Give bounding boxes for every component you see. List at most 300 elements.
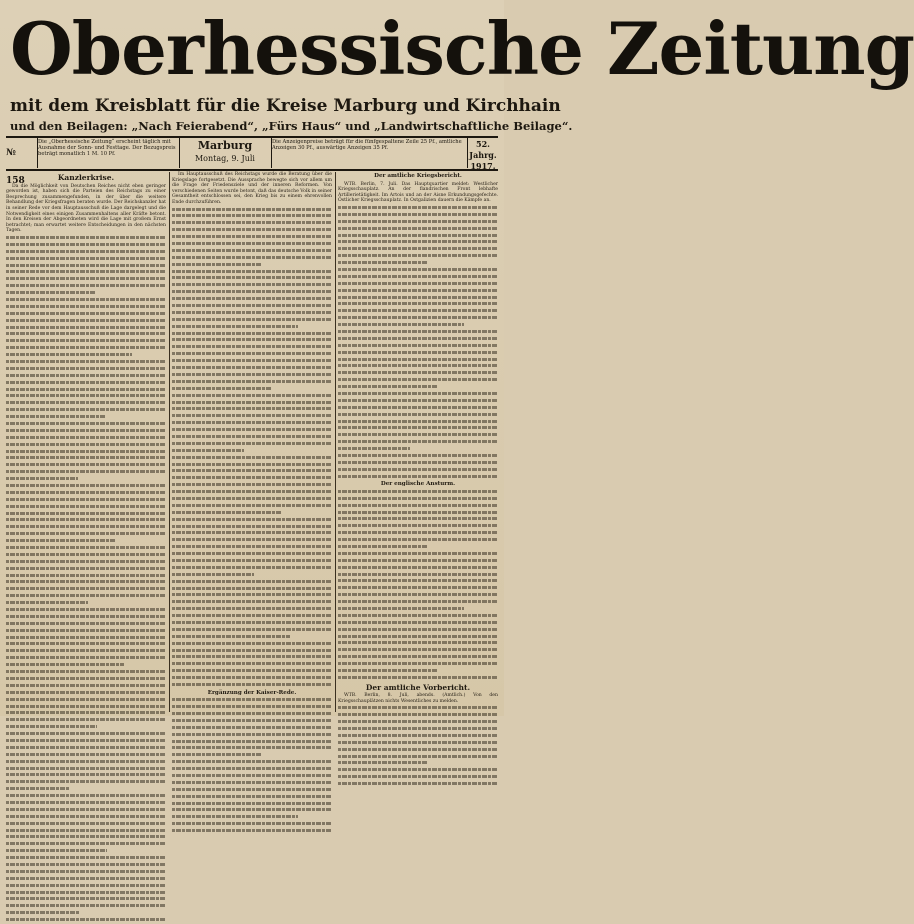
text-line <box>338 607 498 613</box>
text-line <box>172 538 332 544</box>
text-line <box>6 277 166 283</box>
text-line <box>172 683 332 689</box>
text-line <box>172 760 332 766</box>
text-line <box>338 475 498 481</box>
column-3-body-text-mid <box>338 490 498 682</box>
text-line <box>6 319 166 325</box>
text-line <box>172 545 332 551</box>
article-text: WTB. Berlin, 7. Juli. Das Hauptquartier meldet: Westlicher Kriegsschauplatz. An der flandrischen Front lebhafte Artillerietätigkeit. Im Artois und an der Aisne Erkundungsgefechte. Östlicher Kriegsschauplatz. In Ostgalizien dauern die Kämpfe an. <box>338 181 498 204</box>
text-line <box>338 268 498 274</box>
text-line <box>338 545 498 551</box>
text-line <box>338 289 498 295</box>
text-line <box>6 477 166 483</box>
text-line <box>172 345 332 351</box>
text-line <box>6 298 166 304</box>
text-line <box>338 426 498 432</box>
text-line <box>338 254 498 260</box>
text-line <box>338 309 498 315</box>
text-line <box>6 525 166 531</box>
text-line <box>6 622 166 628</box>
text-line <box>6 539 166 545</box>
masthead-supplements: und den Beilagen: „Nach Feierabend“, „Fürs Haus“ und „Landwirtschaftliche Beilage“. <box>10 119 573 133</box>
text-line <box>172 774 332 780</box>
text-line <box>172 649 332 655</box>
text-line <box>172 421 332 427</box>
text-line <box>338 351 498 357</box>
text-line <box>172 614 332 620</box>
text-line <box>338 782 498 788</box>
dateline-city: Marburg <box>197 139 253 152</box>
text-line <box>6 463 166 469</box>
text-line <box>172 808 332 814</box>
text-line <box>172 552 332 558</box>
text-line <box>338 497 498 503</box>
text-line <box>338 440 498 446</box>
text-line <box>338 282 498 288</box>
text-line <box>6 332 166 338</box>
text-line <box>338 531 498 537</box>
text-line <box>338 676 498 682</box>
text-line <box>6 250 166 256</box>
text-line <box>172 497 332 503</box>
text-line <box>6 305 166 311</box>
text-line <box>172 304 332 310</box>
text-line <box>172 235 332 241</box>
column-3 <box>338 172 498 712</box>
text-line <box>172 559 332 565</box>
text-line <box>6 505 166 511</box>
text-line <box>338 261 498 267</box>
text-line <box>338 406 498 412</box>
text-line <box>338 433 498 439</box>
text-line <box>6 243 166 249</box>
text-line <box>338 775 498 781</box>
text-line <box>172 746 332 752</box>
text-line <box>172 249 332 255</box>
text-line <box>338 511 498 517</box>
text-line <box>6 594 166 600</box>
text-line <box>338 206 498 212</box>
text-line <box>338 220 498 226</box>
column-2-body-text <box>172 208 332 689</box>
text-line <box>338 768 498 774</box>
text-line <box>338 454 498 460</box>
text-line <box>6 360 166 366</box>
text-line <box>172 483 332 489</box>
text-line <box>338 734 498 740</box>
text-line <box>172 587 332 593</box>
text-line <box>338 490 498 496</box>
text-line <box>6 560 166 566</box>
dateline <box>180 139 270 164</box>
text-line <box>6 808 166 814</box>
text-line <box>6 636 166 642</box>
text-line <box>338 213 498 219</box>
text-line <box>338 385 498 391</box>
text-line <box>6 877 166 883</box>
text-line <box>6 767 166 773</box>
text-line <box>6 484 166 490</box>
text-line <box>6 780 166 786</box>
text-line <box>6 835 166 841</box>
text-line <box>6 443 166 449</box>
masthead-rule-bottom <box>6 169 498 171</box>
text-line <box>172 387 332 393</box>
text-line <box>6 718 166 724</box>
text-line <box>338 234 498 240</box>
text-line <box>172 394 332 400</box>
text-line <box>338 337 498 343</box>
text-line <box>6 408 166 414</box>
text-line <box>172 318 332 324</box>
text-line <box>6 911 166 917</box>
text-line <box>172 802 332 808</box>
text-line <box>172 669 332 675</box>
text-line <box>172 635 332 641</box>
subscription-notice: Die „Oberhessische Zeitung“ erscheint täglich mit Ausnahme der Sonn- und Festtage. Der Bezugspreis beträgt monatlich 1 M. 10 Pf. <box>38 139 176 158</box>
text-line <box>172 221 332 227</box>
text-line <box>6 491 166 497</box>
text-line <box>338 240 498 246</box>
text-line <box>6 574 166 580</box>
year-label: 1917. <box>470 161 496 171</box>
text-line <box>338 662 498 668</box>
text-line <box>6 884 166 890</box>
text-line <box>172 511 332 517</box>
text-line <box>172 380 332 386</box>
text-line <box>172 628 332 634</box>
text-line <box>338 720 498 726</box>
text-line <box>338 641 498 647</box>
text-line <box>172 256 332 262</box>
text-line <box>172 401 332 407</box>
text-line <box>6 829 166 835</box>
text-line <box>172 469 332 475</box>
text-line <box>172 822 332 828</box>
text-line <box>6 422 166 428</box>
text-line <box>338 371 498 377</box>
text-line <box>172 442 332 448</box>
text-line <box>6 711 166 717</box>
text-line <box>6 264 166 270</box>
text-line <box>6 856 166 862</box>
text-line <box>172 208 332 214</box>
text-line <box>6 746 166 752</box>
text-line <box>338 447 498 453</box>
text-line <box>6 456 166 462</box>
text-line <box>338 755 498 761</box>
text-line <box>172 676 332 682</box>
text-line <box>338 655 498 661</box>
text-line <box>172 435 332 441</box>
text-line <box>6 553 166 559</box>
text-line <box>172 788 332 794</box>
text-line <box>6 381 166 387</box>
advertising-notice: Die Anzeigenpreise beträgt für die fünfgespaltene Zeile 25 Pf., amtliche Anzeigen 30 Pf., auswärtige Anzeigen 35 Pf. <box>272 139 462 152</box>
text-line <box>172 214 332 220</box>
text-line <box>338 330 498 336</box>
text-line <box>6 353 166 359</box>
text-line <box>172 531 332 537</box>
text-line <box>6 842 166 848</box>
text-line <box>172 573 332 579</box>
text-line <box>6 891 166 897</box>
text-line <box>6 394 166 400</box>
text-line <box>172 290 332 296</box>
text-line <box>338 296 498 302</box>
text-line <box>6 863 166 869</box>
text-line <box>6 705 166 711</box>
text-line <box>338 227 498 233</box>
text-line <box>172 297 332 303</box>
text-line <box>172 463 332 469</box>
text-line <box>6 512 166 518</box>
text-line <box>6 739 166 745</box>
text-line <box>6 897 166 903</box>
text-line <box>338 614 498 620</box>
text-line <box>6 580 166 586</box>
text-line <box>172 352 332 358</box>
column-3-body-text <box>338 206 498 480</box>
text-line <box>172 242 332 248</box>
text-line <box>172 733 332 739</box>
text-line <box>172 712 332 718</box>
text-line <box>6 732 166 738</box>
volume-year <box>468 139 498 172</box>
text-line <box>6 849 166 855</box>
text-line <box>6 794 166 800</box>
text-line <box>6 815 166 821</box>
text-line <box>6 787 166 793</box>
text-line <box>6 677 166 683</box>
volume-label: 52. Jahrg. <box>469 139 497 160</box>
text-line <box>338 648 498 654</box>
text-line <box>172 655 332 661</box>
text-line <box>6 429 166 435</box>
text-line <box>6 326 166 332</box>
text-line <box>338 364 498 370</box>
text-line <box>172 366 332 372</box>
text-line <box>172 621 332 627</box>
text-line <box>6 870 166 876</box>
text-line <box>6 388 166 394</box>
text-line <box>6 760 166 766</box>
text-line <box>172 726 332 732</box>
text-line <box>6 904 166 910</box>
text-line <box>172 359 332 365</box>
article-heading: Ergänzung der Kaiser-Rede. <box>207 689 297 696</box>
text-line <box>6 601 166 607</box>
text-line <box>6 801 166 807</box>
text-line <box>338 559 498 565</box>
article-text: Da die Möglichkeit von Deutschen Reiches nicht eben geringer geworden ist, haben sich die Parteien des Reichstags zu einer Besprechung zusammengefunden, in der über die weitere Behandlung der Kriegsfragen beraten wurde. Der Reichskanzler hat in seiner Rede vor dem Hauptausschuß die Lage dargelegt und die Notwendigkeit eines einigen Zusammenhaltens aller Kräfte betont. In den Kreisen der Abgeordneten wird die Lage mit großem Ernst betrachtet; man erwartet weitere Entscheidungen in den nächsten Tagen. <box>6 183 166 234</box>
text-line <box>172 490 332 496</box>
article-heading: Der englische Ansturm. <box>380 481 456 488</box>
text-line <box>172 332 332 338</box>
text-line <box>172 456 332 462</box>
text-line <box>172 414 332 420</box>
text-line <box>172 815 332 821</box>
text-line <box>172 428 332 434</box>
text-line <box>6 753 166 759</box>
text-line <box>6 629 166 635</box>
text-line <box>338 302 498 308</box>
text-line <box>172 525 332 531</box>
text-line <box>172 740 332 746</box>
masthead-subtitle: mit dem Kreisblatt für die Kreise Marburg und Kirchhain <box>10 96 561 116</box>
text-line <box>338 316 498 322</box>
text-line <box>6 401 166 407</box>
text-line <box>6 470 166 476</box>
text-line <box>6 642 166 648</box>
text-line <box>172 642 332 648</box>
text-line <box>172 373 332 379</box>
text-line <box>172 753 332 759</box>
text-line <box>172 781 332 787</box>
text-line <box>338 461 498 467</box>
text-line <box>338 504 498 510</box>
text-line <box>338 420 498 426</box>
text-line <box>338 573 498 579</box>
text-line <box>338 517 498 523</box>
text-line <box>172 719 332 725</box>
text-line <box>172 325 332 331</box>
masthead-title: Oberhessische Zeitung <box>10 6 914 91</box>
text-line <box>338 706 498 712</box>
column-2-body-text-lower <box>172 698 332 835</box>
text-line <box>172 283 332 289</box>
article-text: WTB. Berlin, 8. Juli, abends. (Amtlich.) Von den Kriegsschauplätzen nichts Wesentliches zu melden. <box>338 693 498 704</box>
text-line <box>338 524 498 530</box>
text-line <box>6 257 166 263</box>
text-line <box>172 518 332 524</box>
text-line <box>6 698 166 704</box>
text-line <box>172 767 332 773</box>
text-line <box>172 580 332 586</box>
text-line <box>6 608 166 614</box>
text-line <box>172 228 332 234</box>
text-line <box>338 275 498 281</box>
text-line <box>6 725 166 731</box>
text-line <box>6 498 166 504</box>
text-line <box>6 546 166 552</box>
text-line <box>6 518 166 524</box>
text-line <box>6 615 166 621</box>
text-line <box>338 358 498 364</box>
text-line <box>6 270 166 276</box>
text-line <box>338 593 498 599</box>
text-line <box>6 918 166 924</box>
text-line <box>338 538 498 544</box>
text-line <box>172 311 332 317</box>
text-line <box>338 727 498 733</box>
article-text: Im Hauptausschuß des Reichstags wurde die Beratung über die Kriegslage fortgesetzt. Die Aussprache bewegte sich vor allem um die Frage der Friedensziele und der inneren Reformen. Von verschiedenen Seiten wurde betont, daß das deutsche Volk in seiner Gesamtheit entschlossen sei, den Krieg bis zu einem ehrenvollen Ende durchzuführen. <box>172 172 332 205</box>
text-line <box>172 504 332 510</box>
text-line <box>6 346 166 352</box>
text-line <box>172 795 332 801</box>
text-line <box>338 741 498 747</box>
column-1-body-text <box>6 236 166 924</box>
issue-number: № 158 <box>6 148 25 186</box>
text-line <box>6 312 166 318</box>
text-line <box>6 284 166 290</box>
text-line <box>338 344 498 350</box>
text-line <box>6 532 166 538</box>
text-line <box>6 339 166 345</box>
text-line <box>172 662 332 668</box>
text-line <box>338 669 498 675</box>
text-line <box>6 374 166 380</box>
text-line <box>338 761 498 767</box>
text-line <box>338 468 498 474</box>
text-line <box>172 407 332 413</box>
column-3-body-text-end <box>338 706 498 787</box>
text-line <box>338 323 498 329</box>
text-line <box>6 567 166 573</box>
column-divider <box>169 172 170 712</box>
article-heading: Der amtliche Vorbericht. <box>365 682 471 692</box>
text-line <box>338 392 498 398</box>
text-line <box>6 291 166 297</box>
text-line <box>338 635 498 641</box>
text-line <box>338 413 498 419</box>
text-line <box>172 566 332 572</box>
text-line <box>172 270 332 276</box>
text-line <box>338 399 498 405</box>
text-line <box>338 600 498 606</box>
text-line <box>172 593 332 599</box>
text-line <box>338 713 498 719</box>
text-line <box>338 621 498 627</box>
text-line <box>6 436 166 442</box>
column-1 <box>6 172 166 712</box>
text-line <box>6 450 166 456</box>
text-line <box>6 236 166 242</box>
text-line <box>338 552 498 558</box>
dateline-date: Montag, 9. Juli <box>194 154 255 163</box>
text-line <box>6 684 166 690</box>
text-line <box>6 367 166 373</box>
text-line <box>6 822 166 828</box>
text-line <box>172 276 332 282</box>
text-line <box>172 705 332 711</box>
text-line <box>338 579 498 585</box>
text-line <box>172 698 332 704</box>
text-line <box>172 338 332 344</box>
text-line <box>6 587 166 593</box>
text-line <box>338 586 498 592</box>
text-line <box>338 247 498 253</box>
column-2 <box>172 172 332 712</box>
text-line <box>6 656 166 662</box>
text-line <box>338 748 498 754</box>
text-line <box>338 628 498 634</box>
text-line <box>172 607 332 613</box>
text-line <box>172 829 332 835</box>
article-heading: Der amtliche Kriegsbericht. <box>374 173 462 179</box>
column-divider <box>335 172 336 712</box>
text-line <box>6 691 166 697</box>
article-heading: Kanzlerkrise. <box>57 173 115 182</box>
text-line <box>338 566 498 572</box>
text-line <box>172 263 332 269</box>
text-line <box>6 649 166 655</box>
text-line <box>172 449 332 455</box>
text-line <box>6 670 166 676</box>
text-line <box>6 773 166 779</box>
text-line <box>172 600 332 606</box>
text-line <box>172 476 332 482</box>
